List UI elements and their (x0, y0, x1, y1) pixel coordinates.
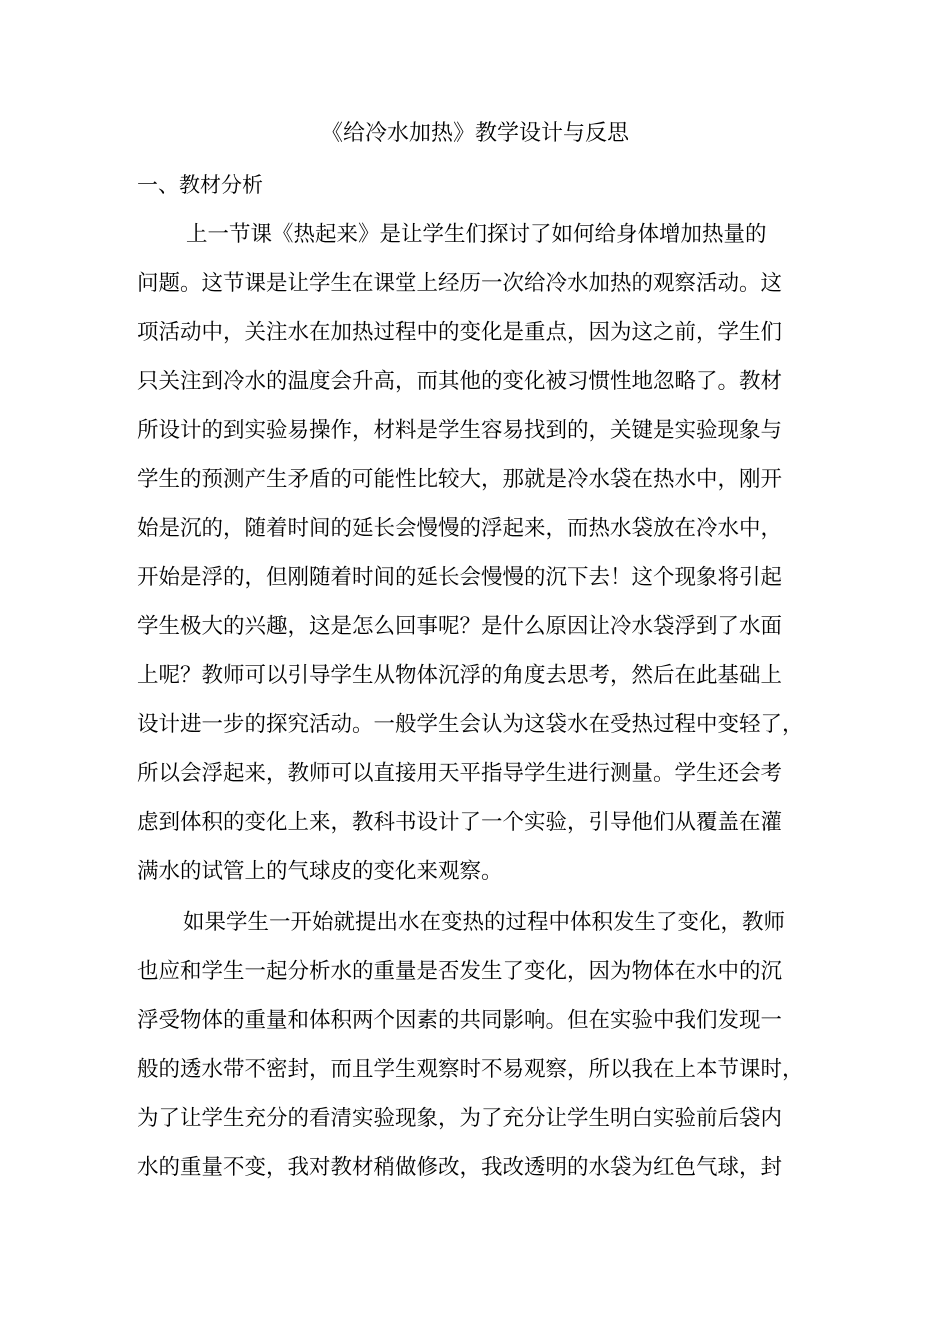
paragraph-line: 如果学生一开始就提出水在变热的过程中体积发生了变化，教师 (183, 910, 786, 935)
paragraph-line: 水的重量不变，我对教材稍做修改，我改透明的水袋为红色气球，封 (137, 1155, 783, 1180)
paragraph-line: 项活动中，关注水在加热过程中的变化是重点，因为这之前，学生们 (137, 320, 783, 345)
document-title: 《给冷水加热》教学设计与反思 (320, 121, 629, 146)
paragraph-line: 所设计的到实验易操作，材料是学生容易找到的，关键是实验现象与 (137, 418, 783, 443)
paragraph-line: 上一节课《热起来》是让学生们探讨了如何给身体增加热量的 (186, 222, 767, 247)
paragraph-line: 为了让学生充分的看清实验现象，为了充分让学生明白实验前后袋内 (137, 1106, 783, 1131)
paragraph-line: 问题。这节课是让学生在课堂上经历一次给冷水加热的观察活动。这 (137, 271, 783, 296)
paragraph-experiment-modification (137, 898, 827, 1192)
paragraph-line: 满水的试管上的气球皮的变化来观察。 (137, 859, 503, 884)
paragraph-line: 学生极大的兴趣，这是怎么回事呢？是什么原因让冷水袋浮到了水面 (137, 614, 783, 639)
paragraph-line: 学生的预测产生矛盾的可能性比较大，那就是冷水袋在热水中，刚开 (137, 467, 783, 492)
paragraph-line: 始是沉的，随着时间的延长会慢慢的浮起来，而热水袋放在冷水中， (137, 516, 783, 541)
paragraph-line: 开始是浮的，但刚随着时间的延长会慢慢的沉下去！这个现象将引起 (137, 565, 783, 590)
paragraph-line: 上呢？教师可以引导学生从物体沉浮的角度去思考，然后在此基础上 (137, 663, 783, 688)
paragraph-line: 设计进一步的探究活动。一般学生会认为这袋水在受热过程中变轻了， (137, 712, 804, 737)
paragraph-line: 也应和学生一起分析水的重量是否发生了变化，因为物体在水中的沉 (137, 959, 783, 984)
paragraph-line: 虑到体积的变化上来，教科书设计了一个实验，引导他们从覆盖在灌 (137, 810, 783, 835)
section-heading: 一、教材分析 (137, 173, 263, 197)
paragraph-textbook-analysis (137, 210, 827, 896)
paragraph-line: 只关注到冷水的温度会升高，而其他的变化被习惯性地忽略了。教材 (137, 369, 783, 394)
paragraph-line: 所以会浮起来，教师可以直接用天平指导学生进行测量。学生还会考 (137, 761, 783, 786)
paragraph-line: 浮受物体的重量和体积两个因素的共同影响。但在实验中我们发现一 (137, 1008, 783, 1033)
paragraph-line: 般的透水带不密封，而且学生观察时不易观察，所以我在上本节课时， (137, 1057, 804, 1082)
